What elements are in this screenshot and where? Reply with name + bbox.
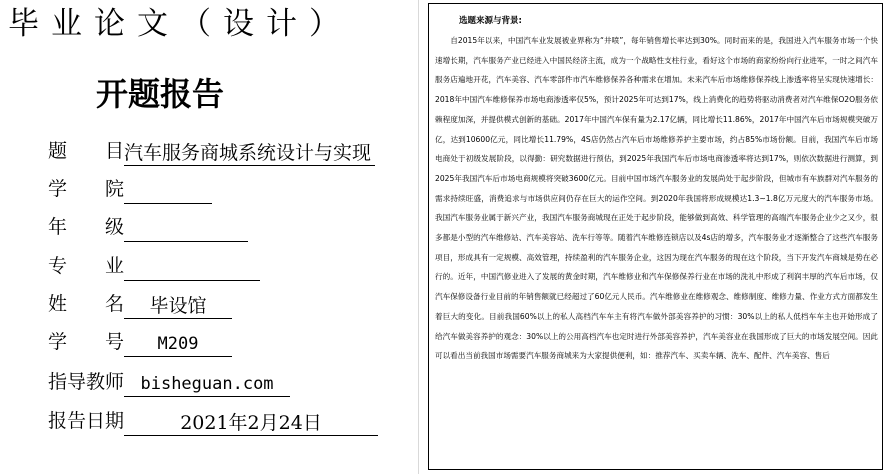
field-grade-value	[124, 217, 248, 242]
field-college-label-2: 院	[105, 178, 125, 200]
field-major-value	[124, 256, 260, 281]
page-divider	[418, 0, 419, 474]
field-grade	[48, 212, 248, 242]
field-grade-label-2: 级	[105, 216, 125, 238]
field-major-label: 专	[48, 255, 68, 277]
field-report-date-label: 报告日期	[48, 410, 125, 432]
section-body: 自2015年以来，中国汽车业发展被业界称为“井喷”，每年销售增长率达到30%。同时而来的是，我国进入汽车服务市场一个快速增长期，汽车服务产业已经进入中国民经济主流，成为一个战略性支柱行业，看好这个市场的商家纷纷向行业进军，一时之间汽车服务店遍地开花，汽车美容、汽车零部件市汽车维修保养各种需求在增加。未来汽车后市场维修保养线上渗透率将呈实现快速增长：2018年中国汽车维修保养市场电商渗透率仅5%，预计2025年可达到17%，线上消费化的趋势将驱动消费者对汽车维保O2O服务依赖程度加深，并提供模式创新的基础。2017年中国汽车保有量为2.17亿辆，同比增长11.86%，2017年中国汽车后市场规模突破万亿，达到10600亿元，同比增长11.79%，4S店仍然占汽车后市场维修养护主要市场，约占85%市场份额。目前，我国汽车后市场电商处于初级发展阶段，以得勤：研究数据进行预估，到2025年我国汽车后市场电商渗透率将达到17%，则依次数据进行测算，到2025年我国汽车后市场电商规模将突破3600亿元。目前中国市场汽车服务业的发展尚处于起步阶段，但城市有车族群对汽车服务的需求持续旺盛，消费追求与市场供应间仍存在巨大的运作空间。到2020年我国将形成规模达1.3~1.8亿万元度大的汽车服务市场。我国汽车服务业属于新兴产业，我国汽车服务商城现在正处于起步阶段，能够做到高效、科学管理的高端汽车服务企业少之又少，很多都是小型的汽车维修站、汽车美容站、洗车行等等。随着汽车维修连锁店以及4s店的增多，汽车服务业才逐渐整合了这些汽车服务项目，形成具有一定规模、高效管理，持续盈利的汽车服务企业，这因为现在汽车服务的现在这个阶段，当下开发汽车商城是势在必行的。近年，中国汽修业进入了发展的黄金时期，汽车维修业和汽车保修保养行业在市场的洗礼中形成了利润丰厚的汽车后市场，仅汽车保修设备行业目前的年销售额就已经超过了60亿元人民币。汽车维修业在维修观念、维修制度、维修力量、作业方式方面都发生着巨大的变化。目前我国60%以上的私人高档汽车车主有将汽车做外部美容养护的习惯：30%以上的私人低档车车主也开始形成了给汽车做美容养护的观念：30%以上的公用高档汽车也定时进行外部美容养护，汽车美容业在我国形成了巨大的市场发展空间。因此可以看出当前我国市场需要汽车服务商城来为大家提供便利，如：推荐汽车、买卖车辆、洗车、配件、汽车美容、售后	[435, 36, 878, 361]
field-student-id	[48, 327, 232, 357]
field-college	[48, 174, 212, 204]
field-name	[48, 289, 232, 319]
section-heading: 选题来源与背景:	[459, 16, 522, 26]
cover-subtitle: 开题报告	[96, 75, 225, 113]
field-name-label-2: 名	[105, 293, 125, 315]
field-student-id-label: 学	[48, 331, 68, 353]
field-college-value	[124, 179, 212, 204]
cover-page	[0, 0, 412, 474]
field-major-label-2: 业	[105, 255, 125, 277]
field-report-date-value: 2021年2月24日	[124, 411, 378, 436]
field-name-value: 毕设馆	[124, 294, 232, 319]
proposal-page	[428, 3, 883, 470]
field-topic-label: 题	[48, 140, 68, 162]
field-major	[48, 251, 260, 281]
field-advisor-value: bisheguan.com	[124, 372, 290, 397]
field-student-id-value: M209	[124, 332, 232, 357]
field-name-label: 姓	[48, 293, 68, 315]
field-topic-label-2: 目	[105, 140, 125, 162]
field-topic	[48, 136, 375, 166]
field-advisor	[48, 367, 290, 397]
field-college-label: 学	[48, 178, 68, 200]
field-grade-label: 年	[48, 216, 68, 238]
field-topic-value: 汽车服务商城系统设计与实现	[124, 141, 375, 166]
field-report-date	[48, 406, 378, 436]
field-student-id-label-2: 号	[105, 331, 125, 353]
cover-main-title: 毕业论文（设计）	[8, 6, 352, 42]
field-advisor-label: 指导教师	[48, 371, 125, 393]
